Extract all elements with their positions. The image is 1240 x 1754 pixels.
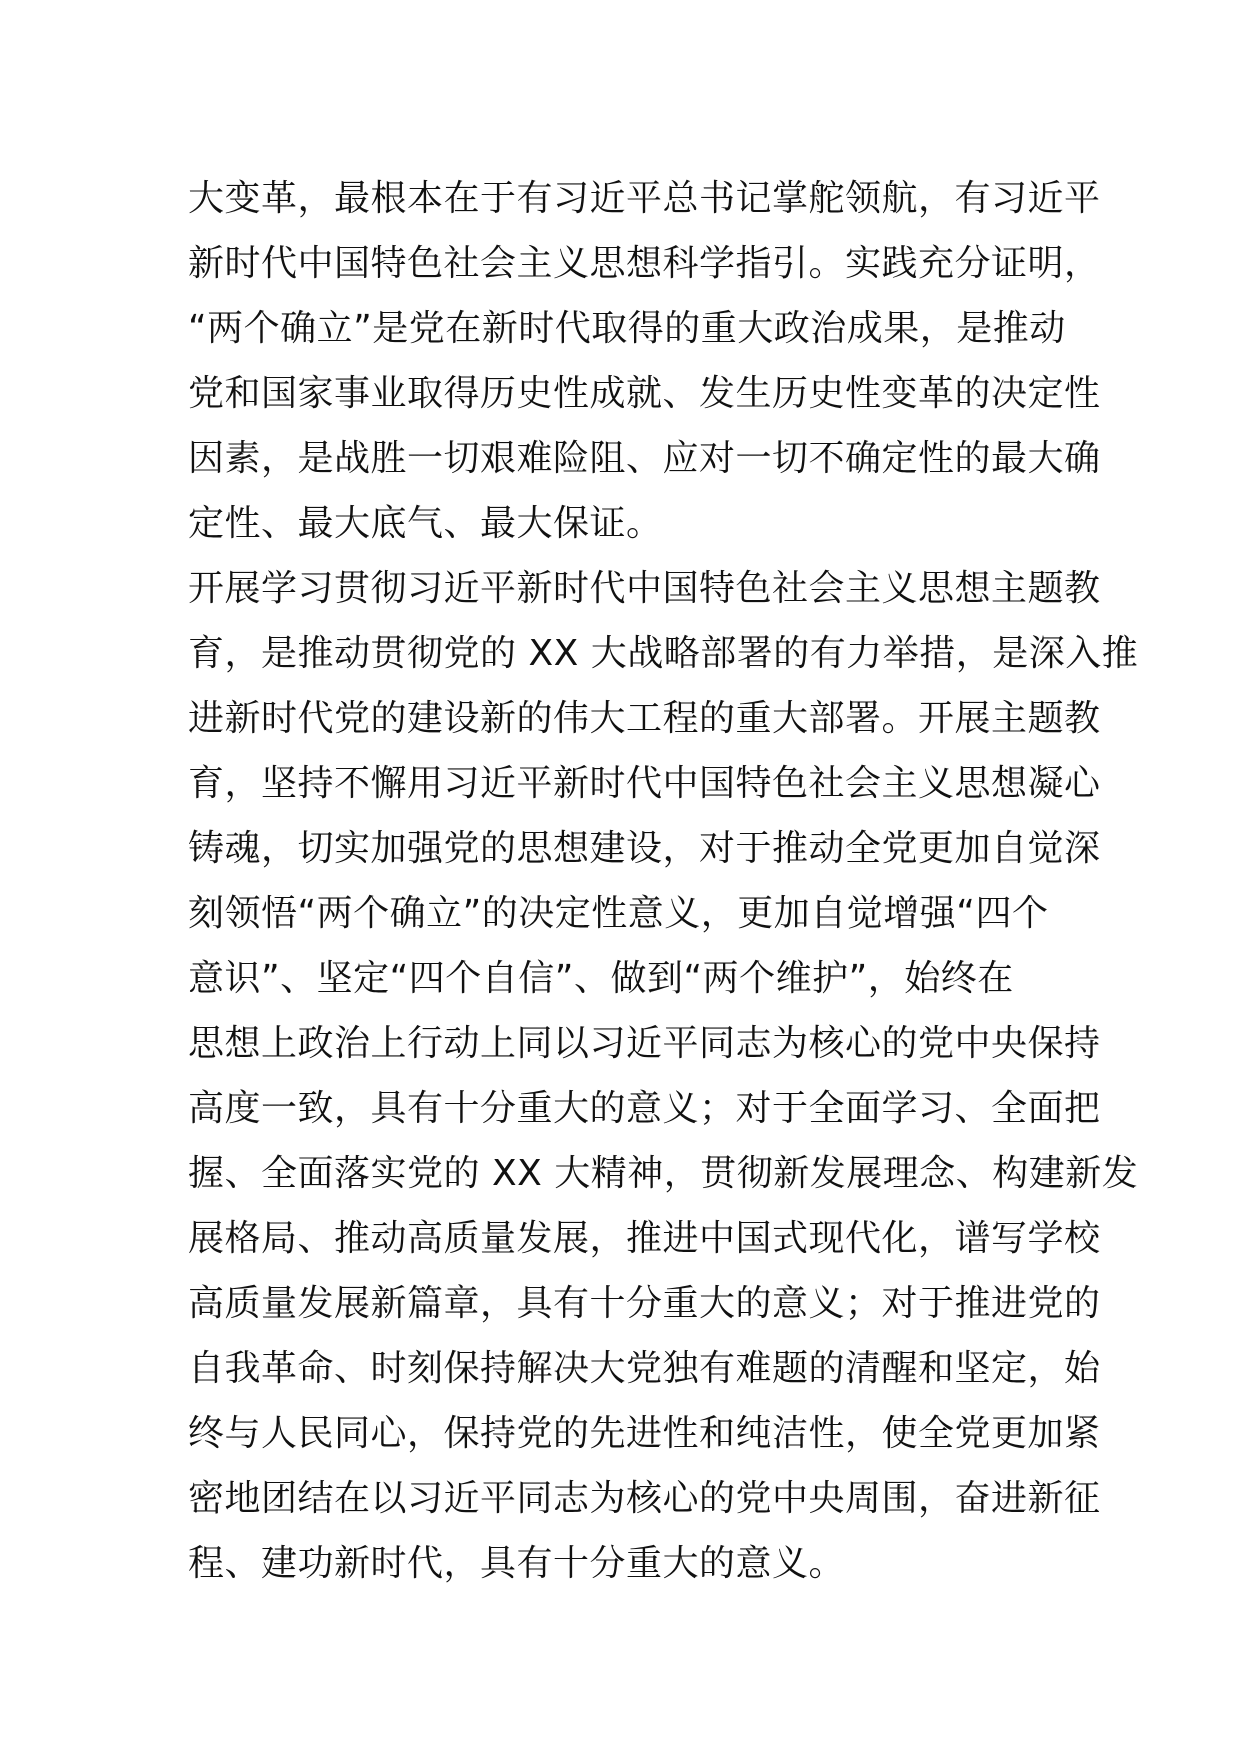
text-line: 刻领悟“两个确立”的决定性意义，更加自觉增强“四个: [188, 893, 1049, 934]
text-line: 大变革，最根本在于有习近平总书记掌舵领航，有习近平: [188, 178, 1101, 219]
body-text: [188, 166, 1139, 1596]
text-line: 新时代中国特色社会主义思想科学指引。实践充分证明，: [188, 243, 1101, 284]
text-line: 程、建功新时代，具有十分重大的意义。: [188, 1543, 846, 1584]
text-line: 进新时代党的建设新的伟大工程的重大部署。开展主题教: [188, 698, 1101, 739]
text-line: 握、全面落实党的 XX 大精神，贯彻新发展理念、构建新发: [188, 1153, 1139, 1194]
text-line: 终与人民同心，保持党的先进性和纯洁性，使全党更加紧: [188, 1413, 1101, 1454]
text-line: 意识”、坚定“四个自信”、做到“两个维护”，始终在: [188, 958, 1014, 999]
text-line: 党和国家事业取得历史性成就、发生历史性变革的决定性: [188, 373, 1101, 414]
text-line: 高度一致，具有十分重大的意义；对于全面学习、全面把: [188, 1088, 1101, 1129]
text-line: 展格局、推动高质量发展，推进中国式现代化，谱写学校: [188, 1218, 1101, 1259]
text-line: 自我革命、时刻保持解决大党独有难题的清醒和坚定，始: [188, 1348, 1101, 1389]
text-line: 思想上政治上行动上同以习近平同志为核心的党中央保持: [188, 1023, 1101, 1064]
text-line: 开展学习贯彻习近平新时代中国特色社会主义思想主题教: [188, 568, 1101, 609]
text-line: 密地团结在以习近平同志为核心的党中央周围，奋进新征: [188, 1478, 1101, 1519]
text-line: 育，坚持不懈用习近平新时代中国特色社会主义思想凝心: [188, 763, 1101, 804]
text-line: “两个确立”是党在新时代取得的重大政治成果，是推动: [188, 308, 1066, 349]
text-line: 铸魂，切实加强党的思想建设，对于推动全党更加自觉深: [188, 828, 1101, 869]
text-line: 因素，是战胜一切艰难险阻、应对一切不确定性的最大确: [188, 438, 1101, 479]
text-line: 育，是推动贯彻党的 XX 大战略部署的有力举措，是深入推: [188, 633, 1139, 674]
text-line: 高质量发展新篇章，具有十分重大的意义；对于推进党的: [188, 1283, 1101, 1324]
text-line: 定性、最大底气、最大保证。: [188, 503, 663, 544]
